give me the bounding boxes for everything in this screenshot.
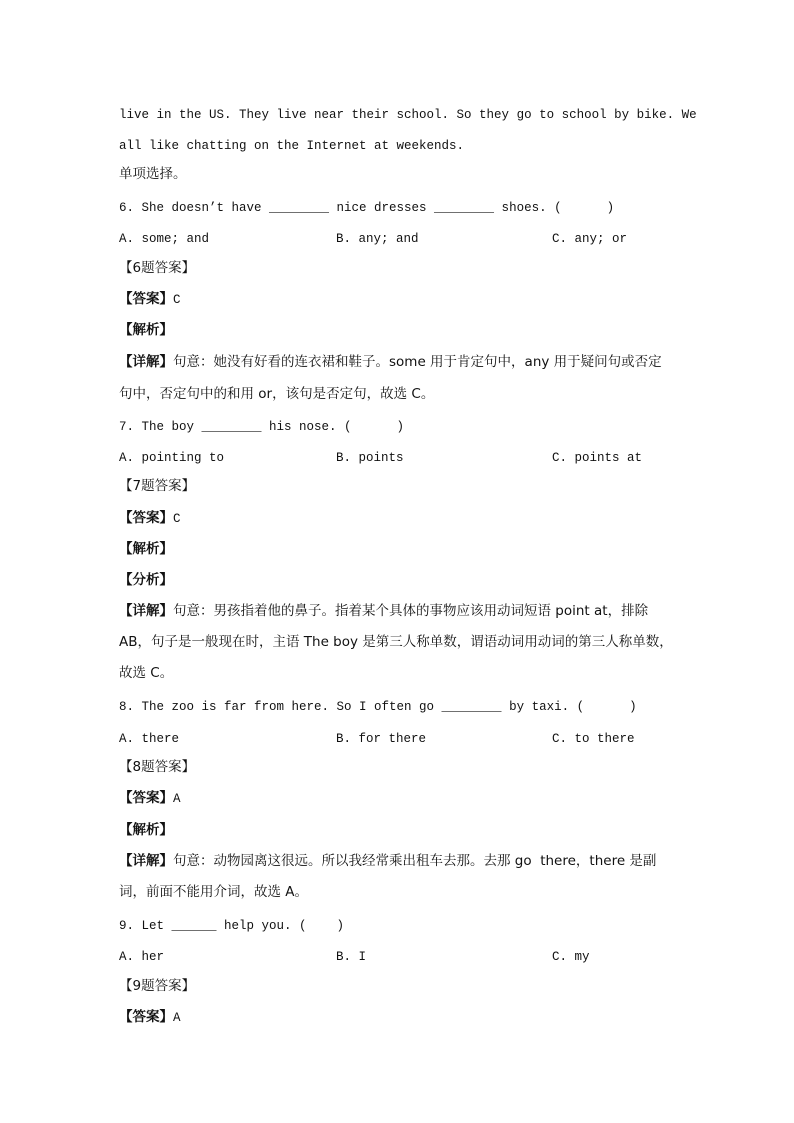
- question-9-answer: [119, 1009, 181, 1026]
- answer-value: C: [173, 293, 181, 307]
- question-8-detail-line-2: 词，前面不能用介词，故选 A。: [119, 884, 309, 900]
- question-9-option-a: A. her: [119, 950, 165, 964]
- question-7-option-b: B. points: [336, 451, 404, 465]
- detail-label: 【详解】: [119, 603, 173, 619]
- question-8-detail-line-1: [119, 853, 656, 869]
- question-8-answer-block: 【8题答案】: [119, 759, 196, 775]
- question-6-option-b: B. any; and: [336, 232, 419, 246]
- answer-label: 【答案】: [119, 790, 173, 806]
- detail-text: 句意：男孩指着他的鼻子。指着某个具体的事物应该用动词短语 point at，排除: [173, 603, 649, 619]
- question-7-analysis-label: 【解析】: [119, 541, 173, 557]
- question-8-analysis-label: 【解析】: [119, 822, 173, 838]
- question-7-answer-block: 【7题答案】: [119, 478, 196, 494]
- passage-line-2: all like chatting on the Internet at weekends.: [119, 139, 465, 153]
- detail-label: 【详解】: [119, 853, 173, 869]
- question-7-detail-line-1: [119, 603, 648, 619]
- answer-value: C: [173, 512, 181, 526]
- passage-line-1: live in the US. They live near their school. So they go to school by bike. We: [119, 108, 697, 122]
- question-6-detail-line-2: 句中，否定句中的和用 or，该句是否定句，故选 C。: [119, 386, 435, 402]
- question-6-analysis-label: 【解析】: [119, 322, 173, 338]
- question-8-option-c: C. to there: [552, 732, 635, 746]
- question-8-answer: [119, 790, 181, 807]
- question-7-option-a: A. pointing to: [119, 451, 225, 465]
- question-8-option-b: B. for there: [336, 732, 427, 746]
- question-6-detail-line-1: [119, 354, 662, 370]
- question-9-option-c: C. my: [552, 950, 590, 964]
- answer-label: 【答案】: [119, 291, 173, 307]
- question-9-answer-block: 【9题答案】: [119, 978, 196, 994]
- answer-label: 【答案】: [119, 1009, 173, 1025]
- question-7-fenxi-label: 【分析】: [119, 572, 173, 588]
- question-7-detail-line-2: AB，句子是一般现在时，主语 The boy 是第三人称单数，谓语动词用动词的第三人称单数，: [119, 634, 673, 650]
- question-6-option-c: C. any; or: [552, 232, 628, 246]
- answer-value: A: [173, 792, 181, 806]
- answer-value: A: [173, 1011, 181, 1025]
- section-title: 单项选择。: [119, 166, 187, 182]
- question-7-answer: [119, 510, 181, 527]
- answer-label: 【答案】: [119, 510, 173, 526]
- question-9-stem: 9. Let ______ help you. ( ): [119, 919, 345, 933]
- question-7-stem: 7. The boy ________ his nose. ( ): [119, 420, 405, 434]
- question-8-option-a: A. there: [119, 732, 180, 746]
- detail-text: 句意：她没有好看的连衣裙和鞋子。some 用于肯定句中，any 用于疑问句或否定: [173, 354, 662, 370]
- detail-label: 【详解】: [119, 354, 173, 370]
- question-6-answer-block: 【6题答案】: [119, 260, 196, 276]
- question-7-detail-line-3: 故选 C。: [119, 665, 174, 681]
- question-9-option-b: B. I: [336, 950, 367, 964]
- question-6-stem: 6. She doesn’t have ________ nice dresses ________ shoes. ( ): [119, 201, 615, 215]
- question-8-stem: 8. The zoo is far from here. So I often go ________ by taxi. ( ): [119, 700, 637, 714]
- detail-text: 句意：动物园离这很远。所以我经常乘出租车去那。去那 go there，there 是副: [173, 853, 657, 869]
- question-7-option-c: C. points at: [552, 451, 643, 465]
- question-6-option-a: A. some; and: [119, 232, 210, 246]
- question-6-answer: [119, 291, 181, 308]
